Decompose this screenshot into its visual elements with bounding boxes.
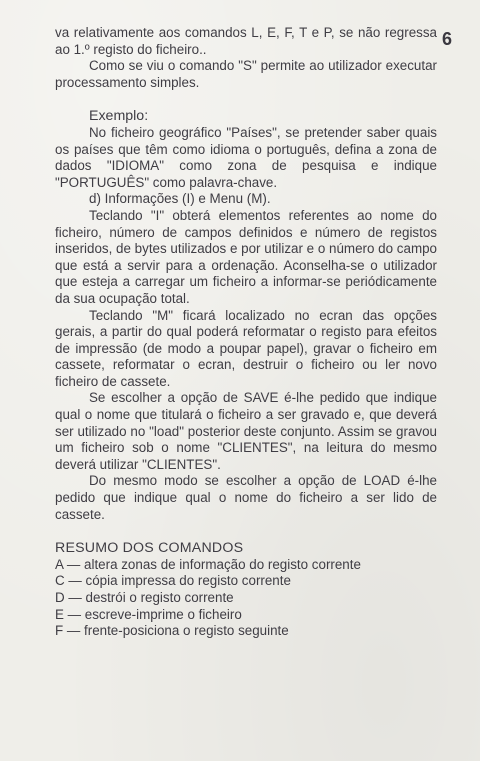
list-item: F — frente-posiciona o registo seguinte bbox=[55, 623, 289, 639]
list-item: D — destrói o registo corrente bbox=[55, 590, 234, 605]
paragraph: Se escolher a opção de SAVE é-lhe pedido que indique qual o nome que titulará o ficheiro a ser gravado e, que deverá ser utilizado no "load" posterior deste conjunto. Assim se gravou um ficheiro sob o nome "CLIENTES", na leitura do mesmo deverá utilizar "CLIENTES". bbox=[55, 390, 437, 472]
page-text bbox=[55, 25, 437, 640]
command-list bbox=[55, 557, 437, 640]
section-heading: d) Informações (I) e Menu (M). bbox=[89, 191, 271, 207]
paragraph: No ficheiro geográfico "Países", se pretender saber quais os países que têm como idioma o português, defina a zona de dados "IDIOMA" como zona de pesquisa e indique "PORTUGUÊS" como palavra-chave. bbox=[55, 124, 437, 190]
paragraph: va relativamente aos comandos L, E, F, T e P, se não regressa ao 1.º registo do ficheiro.. bbox=[55, 25, 437, 57]
summary-heading: RESUMO DOS COMANDOS bbox=[55, 540, 244, 557]
list-item: E — escreve-imprime o ficheiro bbox=[55, 606, 242, 622]
list-item: A — altera zonas de informação do registo corrente bbox=[55, 556, 361, 572]
paragraph: Como se viu o comando "S" permite ao utilizador executar processamento simples. bbox=[55, 58, 437, 90]
page-number: 6 bbox=[442, 29, 453, 49]
paragraph: Teclando "M" ficará localizado no ecran das opções gerais, a partir do qual poderá reformatar o registo para efeitos de impressão (de modo a poupar papel), gravar o ficheiro em cassete, reformatar o ecran, destruir o ficheiro ou ler novo ficheiro de cassete. bbox=[55, 307, 437, 389]
paragraph: Teclando "I" obterá elementos referentes ao nome do ficheiro, número de campos definidos e número de registos inseridos, de bytes utilizados e por utilizar e o número do campo que está a servir para a ordenação. Aconselha-se o utilizador que esteja a carregar um ficheiro a informar-se periódicamente da sua ocupação total. bbox=[55, 207, 437, 306]
list-item: C — cópia impressa do registo corrente bbox=[55, 573, 291, 589]
example-heading: Exemplo: bbox=[89, 108, 149, 125]
paragraph: Do mesmo modo se escolher a opção de LOAD é-lhe pedido que indique qual o nome do ficheiro a ser lido de cassete. bbox=[55, 473, 437, 522]
